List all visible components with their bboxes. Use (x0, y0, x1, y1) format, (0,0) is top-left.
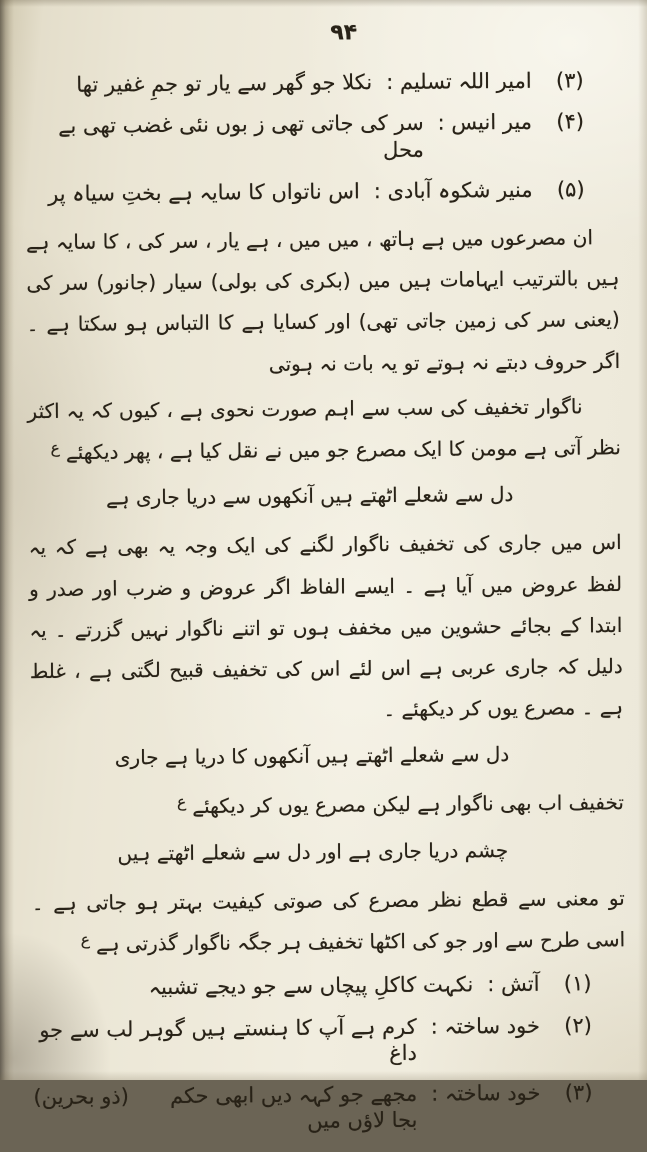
verse-list-item (25, 109, 584, 166)
poetic-verse-mark: ع (50, 438, 61, 457)
paragraph-3 (29, 522, 624, 733)
bottom-verse-list (32, 970, 626, 1136)
verse-number: (۵) (556, 177, 585, 202)
page-number: ۹۴ (330, 20, 358, 46)
verse-attribution: امیر اللہ تسلیم : (386, 68, 532, 95)
verse-number: (۳) (564, 1080, 593, 1105)
verse-text: مجھے جو کہہ دیں ابھی حکم بجا لاؤں میں (169, 1081, 418, 1134)
book-gutter-shadow (0, 0, 14, 1080)
page-edge-top (0, 0, 647, 7)
top-verse-list (25, 67, 619, 207)
paragraph-text: ناگوار تخفیف کی سب سے اہم صورت نحوی ہے ، کیوں کہ یہ اکثر نظر آتی ہے مومن کا ایک مصرع جو میں نے نقل کیا ہے ، پھر دیکھئے (27, 394, 621, 464)
paragraph-text: ان مصرعوں میں ہے ہاتھ ، میں میں ، ہے یار ، سر کی ، کا سایہ ہے ہیں بالترتیب ایہامات ہیں میں (بکری کی بولی) سیار (جانور) سر کی (یعنی سر کی زمین جاتی تھی) اور کسایا ہے کا التباس ہو سکتا ہے ۔ اگر حروف دبتے نہ ہوتے تو یہ بات نہ ہوتی (25, 225, 621, 376)
paragraph-1 (26, 217, 620, 387)
verse-line-3: چشم دریا جاری ہے اور دل سے شعلے اٹھتے ہیں (117, 837, 509, 866)
poetic-verse-mark: ع (176, 793, 187, 812)
verse-list-item (25, 176, 584, 207)
verse-list-item (25, 67, 584, 98)
verse-attribution: منیر شکوہ آبادی : (373, 177, 533, 203)
verse-line-1: دل سے شعلے اٹھتے ہیں آنکھوں سے دریا جاری ہے (106, 482, 514, 510)
verse-attribution: خود ساختہ : (431, 1080, 541, 1106)
verse-attribution: میر انیس : (437, 109, 533, 135)
verse-attribution: خود ساختہ : (430, 1013, 540, 1039)
verse-number: (۲) (564, 1012, 592, 1038)
poetic-verse-mark: ع (80, 930, 91, 949)
verse-list-item (33, 1012, 592, 1069)
verse-number: (۱) (563, 971, 592, 996)
paragraph-text: تو معنی سے قطع نظر مصرع کی صوتی کیفیت بہتر ہو جاتی ہے ۔ اسی طرح سے اور جو کی اکٹھا تخفیف ہر جگہ ناگوار گذرتی ہے (31, 885, 626, 956)
verse-text: اس ناتواں کا سایہ ہے بختِ سیاہ پر (48, 179, 360, 206)
verse-note: (ذو بحرین) (33, 1084, 129, 1110)
page-edge-bottom (0, 1071, 647, 1080)
paragraph-text: اس میں جاری کی تخفیف ناگوار لگنے کی ایک وجہ یہ بھی ہے کہ یہ لفظ عروض میں آیا ہے ۔ ایسے الفاظ اگر عروض و ضرب اور صدر و ابتدا کے بجائے حشوین میں مخفف ہوں تو اتنے ناگوار نہیں گزرتے ۔ یہ دلیل کہ جاری عربی ہے اس لئے اس کی تخفیف قبیح لگتی ہے ، غلط ہے ۔ مصرع یوں کر دیکھئے ۔ (28, 530, 624, 722)
paragraph-4 (31, 782, 624, 829)
verse-text: نکہت کاکلِ پیچاں سے جو دیجے تشبیہ (148, 972, 474, 1000)
verse-line-2: دل سے شعلے اٹھتے ہیں آنکھوں کا دریا ہے جاری (114, 742, 510, 770)
paragraph-text: تخفیف اب بھی ناگوار ہے لیکن مصرع یوں کر دیکھئے (192, 790, 625, 819)
verse-list-item (33, 1079, 592, 1136)
verse-number: (۳) (555, 68, 584, 93)
page-edge-right (638, 0, 647, 1080)
verse-text: سر کی جاتی تھی ز بوں نئی غضب تھی بے محل (58, 110, 424, 162)
page-content (24, 8, 627, 1152)
paragraph-2 (27, 386, 621, 474)
verse-number: (۴) (556, 109, 585, 134)
paragraph-5 (32, 878, 626, 966)
verse-attribution: آتش : (487, 972, 540, 997)
verse-text: نکلا جو گھر سے یار تو جمِ غفیر تھا (76, 70, 373, 97)
verse-list-item (32, 971, 591, 1002)
verse-text: کرم ہے آپ کا ہنستے ہیں گوہر لب سے جو داغ (39, 1014, 417, 1065)
